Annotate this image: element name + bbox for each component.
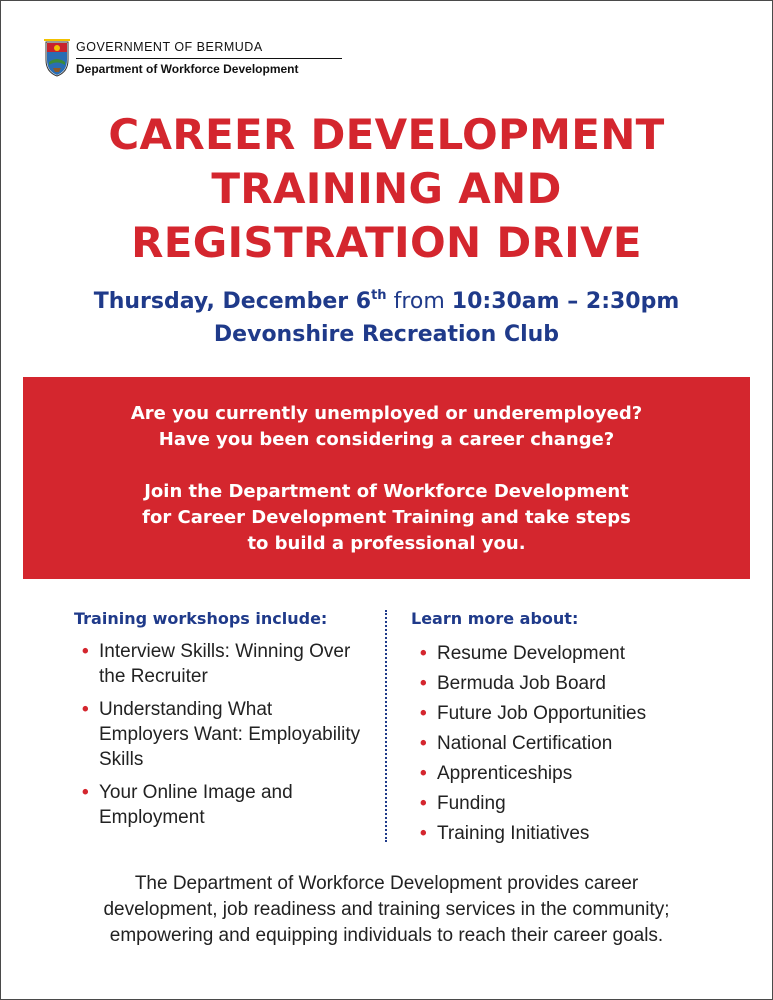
footer-statement xyxy=(0,871,773,949)
list-item xyxy=(412,789,742,819)
workshops-list xyxy=(74,639,364,838)
footer-line: empowering and equipping individuals to reach their career goals. xyxy=(109,925,664,946)
intro-line: for Career Development Training and take steps xyxy=(142,507,631,528)
event-day-suffix: th xyxy=(371,288,387,303)
department-name: Department of Workforce Development xyxy=(76,62,299,76)
list-item xyxy=(412,819,742,849)
bullet-icon: • xyxy=(82,699,89,720)
bullet-icon: • xyxy=(420,793,427,814)
intro-line: Have you been considering a career change? xyxy=(158,429,615,450)
government-header xyxy=(44,38,344,82)
list-item-label: Funding xyxy=(437,793,506,814)
list-item xyxy=(412,669,742,699)
bermuda-crest-icon xyxy=(44,38,70,78)
bullet-icon: • xyxy=(82,641,89,662)
list-item-label: Understanding What Employers Want: Employability Skills xyxy=(99,699,361,770)
list-item xyxy=(74,639,364,689)
footer-line: The Department of Workforce Development provides career xyxy=(134,873,639,894)
bullet-icon: • xyxy=(420,703,427,724)
page-title xyxy=(0,108,773,270)
list-item xyxy=(74,780,364,830)
intro-line: to build a professional you. xyxy=(247,533,526,554)
intro-banner xyxy=(23,377,750,579)
bullet-icon: • xyxy=(420,733,427,754)
intro-invitation xyxy=(23,479,750,557)
event-details xyxy=(0,285,773,351)
workshops-heading: Training workshops include: xyxy=(74,609,328,628)
list-item xyxy=(412,699,742,729)
list-item xyxy=(412,729,742,759)
title-line-3: REGISTRATION DRIVE xyxy=(131,218,642,267)
list-item-label: Future Job Opportunities xyxy=(437,703,647,724)
event-time: 10:30am – 2:30pm xyxy=(451,289,680,314)
government-name: GOVERNMENT OF BERMUDA xyxy=(76,40,263,54)
intro-line: Are you currently unemployed or underemployed? xyxy=(130,403,643,424)
learn-list xyxy=(412,639,742,849)
title-line-2: TRAINING AND xyxy=(211,164,562,213)
column-divider xyxy=(385,610,387,842)
event-from: from xyxy=(393,289,445,314)
list-item xyxy=(412,759,742,789)
list-item-label: Resume Development xyxy=(437,643,625,664)
bullet-icon: • xyxy=(420,823,427,844)
list-item-label: Interview Skills: Winning Over the Recruiter xyxy=(99,641,351,687)
bullet-icon: • xyxy=(420,763,427,784)
title-line-1: CAREER DEVELOPMENT xyxy=(108,110,665,159)
list-item xyxy=(412,639,742,669)
bullet-icon: • xyxy=(420,673,427,694)
event-date-time xyxy=(0,285,773,318)
list-item xyxy=(74,697,364,772)
list-item-label: Apprenticeships xyxy=(437,763,573,784)
intro-questions xyxy=(23,401,750,453)
intro-line: Join the Department of Workforce Development xyxy=(144,481,629,502)
list-item-label: Training Initiatives xyxy=(437,823,590,844)
footer-line: development, job readiness and training services in the community; xyxy=(103,899,670,920)
bullet-icon: • xyxy=(420,643,427,664)
header-divider xyxy=(76,58,342,59)
list-item-label: National Certification xyxy=(437,733,613,754)
learn-heading: Learn more about: xyxy=(411,609,579,628)
bullet-icon: • xyxy=(82,782,89,803)
event-venue: Devonshire Recreation Club xyxy=(213,322,560,347)
list-item-label: Your Online Image and Employment xyxy=(99,782,293,828)
event-day: Thursday, December 6 xyxy=(93,289,372,314)
list-item-label: Bermuda Job Board xyxy=(437,673,606,694)
